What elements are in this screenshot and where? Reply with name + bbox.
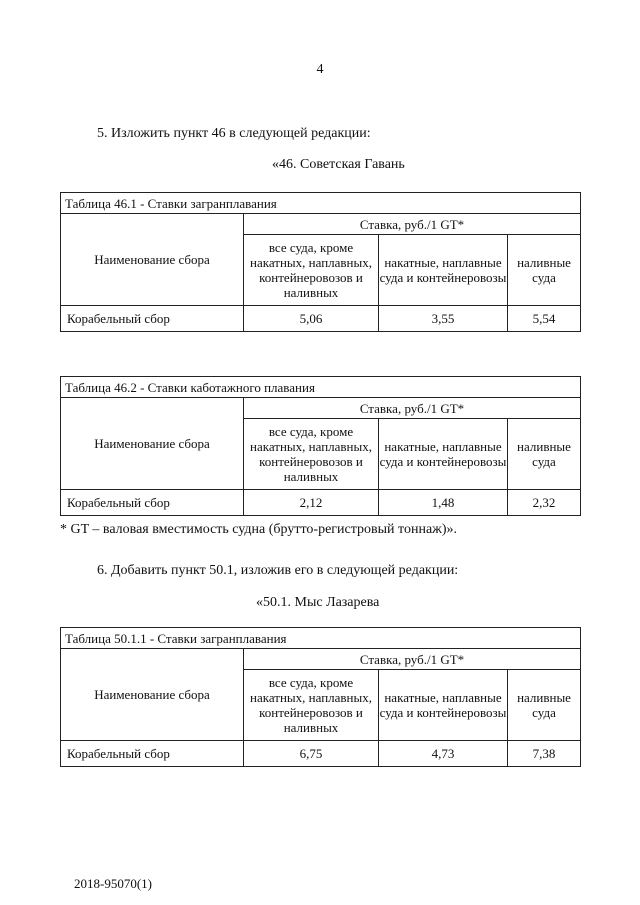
value-roro-container: 4,73 — [379, 741, 508, 767]
col-header-tanker: наливные суда — [508, 235, 581, 306]
item-6-text: 6. Добавить пункт 50.1, изложив его в следующей редакции: — [97, 563, 459, 578]
fee-name-header: Наименование сбора — [61, 398, 244, 490]
value-all-vessels: 6,75 — [244, 741, 379, 767]
section-50-title: «50.1. Мыс Лазарева — [256, 595, 380, 610]
value-all-vessels: 2,12 — [244, 490, 379, 516]
value-roro-container: 1,48 — [379, 490, 508, 516]
value-roro-container: 3,55 — [379, 306, 508, 332]
row-label: Корабельный сбор — [61, 490, 244, 516]
footnote-gt: * GT – валовая вместимость судна (брутто-регистровый тоннаж)». — [60, 522, 457, 537]
table-title: Таблица 50.1.1 - Ставки загранплавания — [61, 628, 581, 649]
table-row — [61, 490, 581, 516]
value-tanker: 2,32 — [508, 490, 581, 516]
fee-name-header: Наименование сбора — [61, 649, 244, 741]
value-tanker: 7,38 — [508, 741, 581, 767]
rate-header: Ставка, руб./1 GT* — [244, 214, 581, 235]
table-row — [61, 306, 581, 332]
table-46-1 — [60, 192, 581, 332]
table-title: Таблица 46.1 - Ставки загранплавания — [61, 193, 581, 214]
col-header-all-vessels: все суда, кроме накатных, наплавных, контейнеровозов и наливных — [244, 235, 379, 306]
table-title: Таблица 46.2 - Ставки каботажного плавания — [61, 377, 581, 398]
rate-header: Ставка, руб./1 GT* — [244, 398, 581, 419]
table-46-2 — [60, 376, 581, 516]
row-label: Корабельный сбор — [61, 306, 244, 332]
item-5-text: 5. Изложить пункт 46 в следующей редакции: — [97, 126, 371, 141]
col-header-roro-container: накатные, наплавные суда и контейнеровозы — [379, 670, 508, 741]
value-all-vessels: 5,06 — [244, 306, 379, 332]
col-header-all-vessels: все суда, кроме накатных, наплавных, контейнеровозов и наливных — [244, 419, 379, 490]
row-label: Корабельный сбор — [61, 741, 244, 767]
col-header-roro-container: накатные, наплавные суда и контейнеровозы — [379, 419, 508, 490]
document-id: 2018-95070(1) — [74, 876, 152, 891]
fee-name-header: Наименование сбора — [61, 214, 244, 306]
col-header-tanker: наливные суда — [508, 419, 581, 490]
table-row — [61, 741, 581, 767]
col-header-tanker: наливные суда — [508, 670, 581, 741]
col-header-roro-container: накатные, наплавные суда и контейнеровозы — [379, 235, 508, 306]
value-tanker: 5,54 — [508, 306, 581, 332]
page-number: 4 — [316, 62, 324, 77]
table-50-1-1 — [60, 627, 581, 767]
section-46-title: «46. Советская Гавань — [272, 157, 405, 172]
col-header-all-vessels: все суда, кроме накатных, наплавных, контейнеровозов и наливных — [244, 670, 379, 741]
rate-header: Ставка, руб./1 GT* — [244, 649, 581, 670]
